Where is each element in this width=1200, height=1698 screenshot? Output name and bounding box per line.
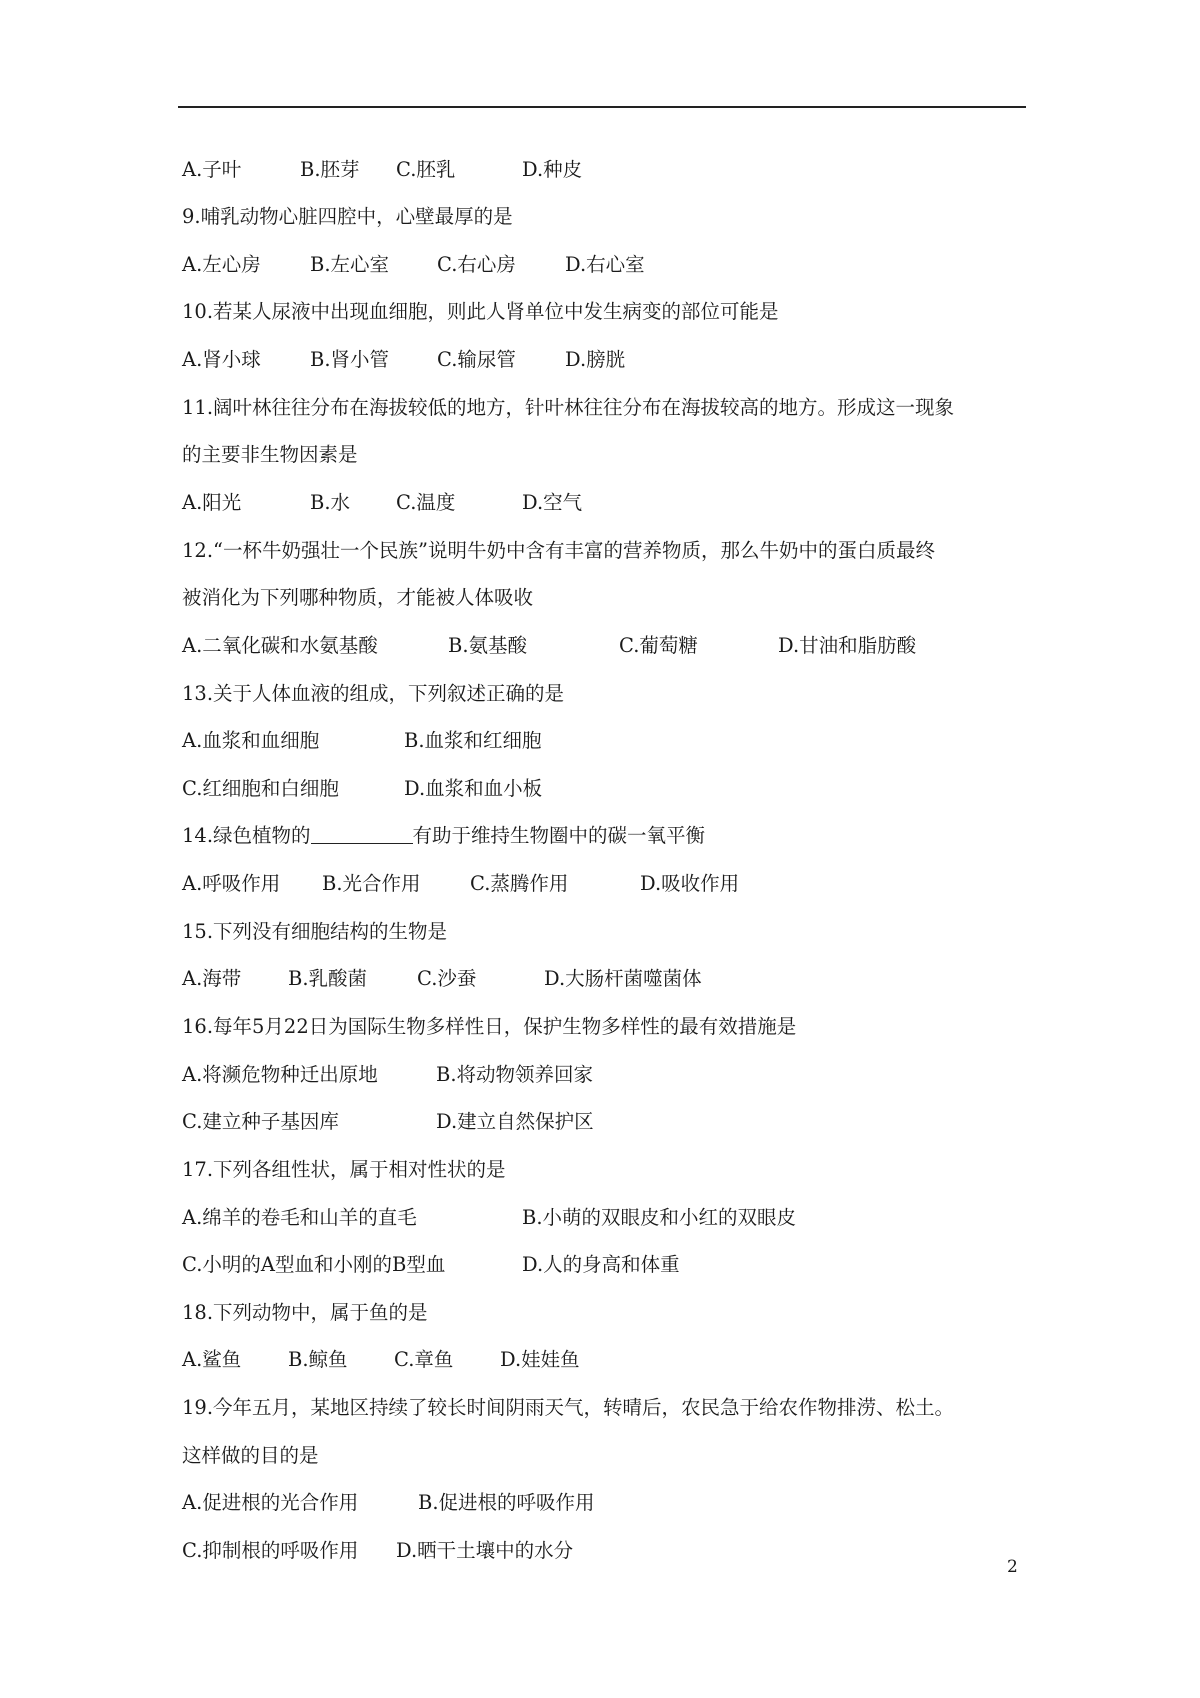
- option: B.鲸鱼: [288, 1348, 348, 1371]
- option: D.甘油和脂肪酸: [778, 634, 917, 657]
- option: D.空气: [522, 491, 583, 514]
- q9-options: [182, 253, 645, 277]
- q12-options: [182, 634, 917, 658]
- option: D.建立自然保护区: [436, 1110, 594, 1133]
- option: C.输尿管: [437, 348, 516, 371]
- q10-options: [182, 348, 626, 372]
- option: C.红细胞和白细胞: [182, 777, 339, 800]
- option: B.小萌的双眼皮和小红的双眼皮: [522, 1206, 797, 1229]
- option: A.将濒危物种迁出原地: [182, 1063, 378, 1086]
- q17-options-row2: [182, 1253, 680, 1277]
- option: C.章鱼: [394, 1348, 454, 1371]
- fill-blank: [311, 825, 413, 844]
- option: A.左心房: [182, 253, 261, 276]
- option: C.沙蚕: [417, 967, 477, 990]
- q17-stem: 17.下列各组性状，属于相对性状的是: [182, 1158, 506, 1181]
- q19-options-row2: [182, 1539, 574, 1563]
- option: B.水: [310, 491, 351, 514]
- q16-options-row2: [182, 1110, 594, 1134]
- header-rule: [178, 106, 1026, 108]
- option: A.肾小球: [182, 348, 261, 371]
- option: D.种皮: [522, 158, 583, 181]
- option: D.人的身高和体重: [522, 1253, 680, 1276]
- q12-stem-line1: 12.“一杯牛奶强壮一个民族”说明牛奶中含有丰富的营养物质，那么牛奶中的蛋白质最终: [182, 539, 935, 562]
- q11-stem-line1: 11.阔叶林往往分布在海拔较低的地方，针叶林往往分布在海拔较高的地方。形成这一现象: [182, 396, 955, 419]
- q18-options: [182, 1348, 580, 1372]
- q11-options: [182, 491, 583, 515]
- option: B.左心室: [310, 253, 390, 276]
- option: C.右心房: [437, 253, 516, 276]
- q9-stem: 9.哺乳动物心脏四腔中，心壁最厚的是: [182, 205, 513, 228]
- option: C.小明的A型血和小刚的B型血: [182, 1253, 446, 1276]
- option: D.吸收作用: [640, 872, 740, 895]
- q12-stem-line2: 被消化为下列哪种物质，才能被人体吸收: [182, 586, 534, 609]
- option: B.胚芽: [300, 158, 360, 181]
- stem-text: 有助于维持生物圈中的碳一氧平衡: [412, 824, 706, 847]
- option: A.血浆和血细胞: [182, 729, 320, 752]
- option: B.将动物领养回家: [436, 1063, 594, 1086]
- q15-stem: 15.下列没有细胞结构的生物是: [182, 920, 448, 943]
- q18-stem: 18.下列动物中，属于鱼的是: [182, 1301, 428, 1324]
- stem-text: 14.绿色植物的: [182, 824, 311, 847]
- option: A.绵羊的卷毛和山羊的直毛: [182, 1206, 417, 1229]
- option: D.晒干土壤中的水分: [396, 1539, 574, 1562]
- page-number: 2: [1007, 1557, 1018, 1577]
- option: A.鲨鱼: [182, 1348, 242, 1371]
- q19-options-row1: [182, 1491, 595, 1515]
- q11-stem-line2: 的主要非生物因素是: [182, 443, 358, 466]
- option: B.肾小管: [310, 348, 390, 371]
- option: B.血浆和红细胞: [404, 729, 542, 752]
- option: D.大肠杆菌噬菌体: [544, 967, 702, 990]
- q16-options-row1: [182, 1063, 594, 1087]
- option: B.光合作用: [322, 872, 421, 895]
- option: C.建立种子基因库: [182, 1110, 339, 1133]
- option: B.促进根的呼吸作用: [418, 1491, 595, 1514]
- option: B.乳酸菌: [288, 967, 368, 990]
- q19-stem-line2: 这样做的目的是: [182, 1444, 319, 1467]
- q13-options-row2: [182, 777, 543, 801]
- option: D.血浆和血小板: [404, 777, 543, 800]
- option: A.海带: [182, 967, 242, 990]
- q14-stem: [182, 824, 705, 848]
- q13-stem: 13.关于人体血液的组成，下列叙述正确的是: [182, 682, 565, 705]
- q13-options-row1: [182, 729, 542, 753]
- option: D.娃娃鱼: [500, 1348, 580, 1371]
- option: D.膀胱: [565, 348, 626, 371]
- option: A.阳光: [182, 491, 242, 514]
- option: A.子叶: [182, 158, 242, 181]
- option: C.葡萄糖: [619, 634, 698, 657]
- q19-stem-line1: 19.今年五月，某地区持续了较长时间阴雨天气，转晴后，农民急于给农作物排涝、松土。: [182, 1396, 955, 1419]
- q17-options-row1: [182, 1206, 797, 1230]
- option: A.二氧化碳和水氨基酸: [182, 634, 378, 657]
- option: C.胚乳: [396, 158, 456, 181]
- option: C.蒸腾作用: [470, 872, 569, 895]
- option: A.促进根的光合作用: [182, 1491, 359, 1514]
- option: C.温度: [396, 491, 456, 514]
- q10-stem: 10.若某人尿液中出现血细胞，则此人肾单位中发生病变的部位可能是: [182, 300, 779, 323]
- q16-stem: 16.每年5月22日为国际生物多样性日，保护生物多样性的最有效措施是: [182, 1015, 797, 1038]
- option: B.氨基酸: [448, 634, 528, 657]
- option: D.右心室: [565, 253, 645, 276]
- q14-options: [182, 872, 740, 896]
- option: A.呼吸作用: [182, 872, 281, 895]
- q8-options: [182, 158, 583, 182]
- q15-options: [182, 967, 702, 991]
- option: C.抑制根的呼吸作用: [182, 1539, 359, 1562]
